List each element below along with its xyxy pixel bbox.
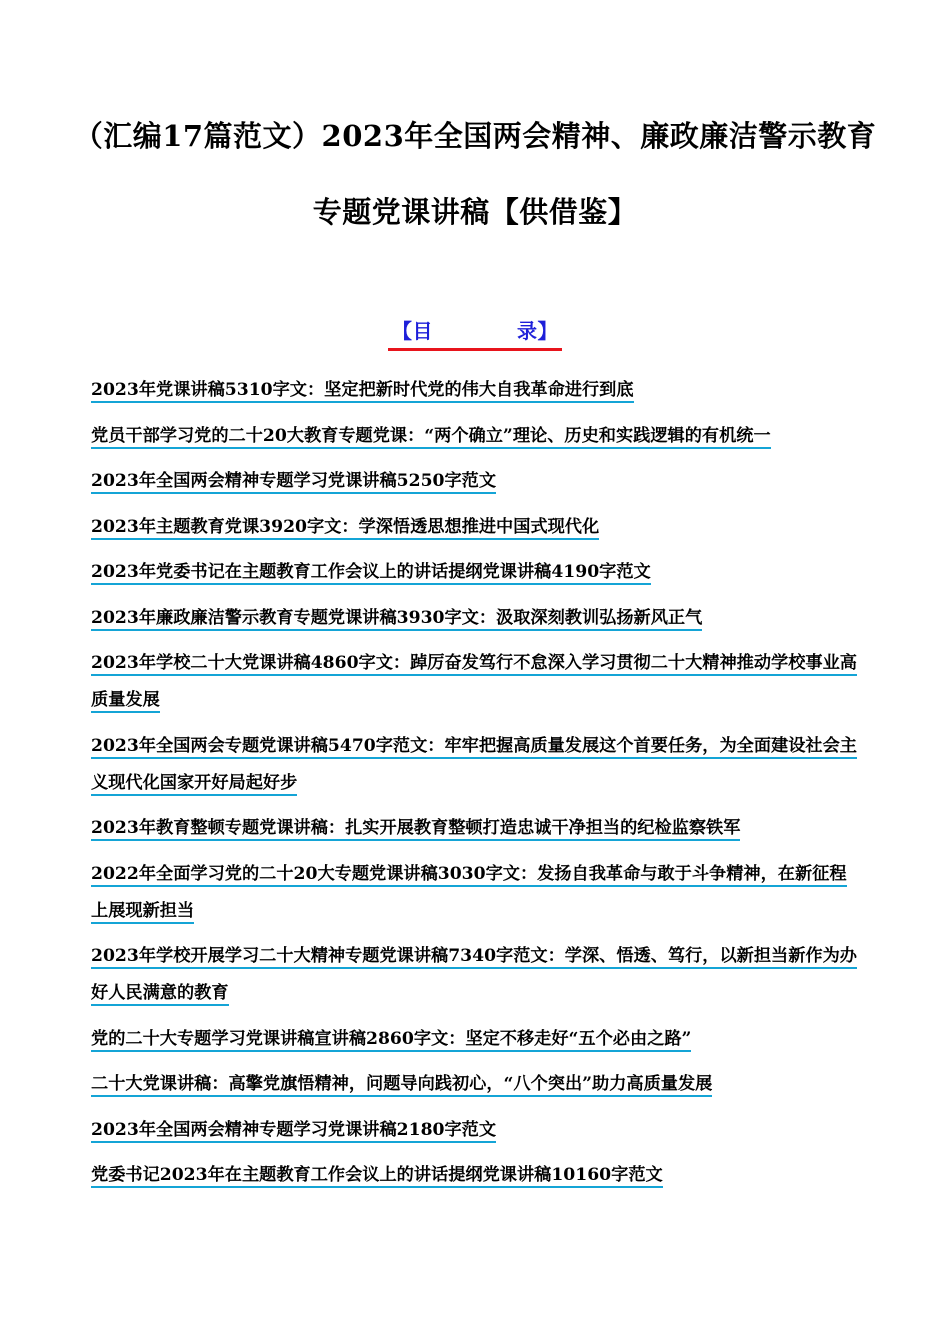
toc-item-link[interactable]: 党委书记2023年在主题教育工作会议上的讲话提纲党课讲稿10160字范文 xyxy=(91,1165,663,1188)
toc-item[interactable] xyxy=(91,463,862,500)
document-title-line-1: （汇编17篇范文）2023年全国两会精神、廉政廉洁警示教育 xyxy=(73,119,877,153)
toc-item[interactable] xyxy=(91,418,862,455)
toc-heading-right: 录】 xyxy=(517,319,558,343)
toc-item-link[interactable]: 2023年党课讲稿5310字文：坚定把新时代党的伟大自我革命进行到底 xyxy=(91,380,634,403)
toc-item[interactable] xyxy=(91,372,862,409)
toc-item-link[interactable]: 2023年全国两会精神专题学习党课讲稿2180字范文 xyxy=(91,1120,496,1143)
toc-item[interactable] xyxy=(91,645,862,719)
toc-item-link[interactable]: 2023年廉政廉洁警示教育专题党课讲稿3930字文：汲取深刻教训弘扬新风正气 xyxy=(91,608,702,631)
toc-item-link[interactable]: 党员干部学习党的二十20大教育专题党课：“两个确立”理论、历史和实践逻辑的有机统一 xyxy=(91,426,771,449)
toc-item-link[interactable]: 2023年党委书记在主题教育工作会议上的讲话提纲党课讲稿4190字范文 xyxy=(91,562,651,585)
toc-item-link[interactable]: 2022年全面学习党的二十20大专题党课讲稿3030字文：发扬自我革命与敢于斗争精神，在新征程上展现新担当 xyxy=(91,864,847,924)
toc-heading-left: 【目 xyxy=(392,319,433,343)
toc-heading-label xyxy=(388,316,562,351)
toc-item-link[interactable]: 2023年教育整顿专题党课讲稿：扎实开展教育整顿打造忠诚干净担当的纪检监察铁军 xyxy=(91,818,740,841)
document-title-line-2: 专题党课讲稿【供借鉴】 xyxy=(312,195,638,229)
table-of-contents xyxy=(91,372,862,1203)
toc-item-link[interactable]: 2023年主题教育党课3920字文：学深悟透思想推进中国式现代化 xyxy=(91,517,599,540)
toc-heading xyxy=(0,316,950,351)
toc-item[interactable] xyxy=(91,1157,862,1194)
toc-item[interactable] xyxy=(91,810,862,847)
toc-item[interactable] xyxy=(91,600,862,637)
toc-item-link[interactable]: 2023年学校开展学习二十大精神专题党课讲稿7340字范文：学深、悟透、笃行，以新担当新作为办好人民满意的教育 xyxy=(91,946,857,1006)
toc-item[interactable] xyxy=(91,728,862,802)
toc-item[interactable] xyxy=(91,509,862,546)
toc-item[interactable] xyxy=(91,856,862,930)
toc-item-link[interactable]: 党的二十大专题学习党课讲稿宣讲稿2860字文：坚定不移走好“五个必由之路” xyxy=(91,1029,691,1052)
toc-item-link[interactable]: 2023年学校二十大党课讲稿4860字文：踔厉奋发笃行不怠深入学习贯彻二十大精神推动学校事业高质量发展 xyxy=(91,653,857,713)
toc-item-link[interactable]: 2023年全国两会精神专题学习党课讲稿5250字范文 xyxy=(91,471,496,494)
toc-item[interactable] xyxy=(91,554,862,591)
toc-item[interactable] xyxy=(91,1021,862,1058)
toc-item[interactable] xyxy=(91,1112,862,1149)
toc-item[interactable] xyxy=(91,1066,862,1103)
toc-item[interactable] xyxy=(91,938,862,1012)
toc-item-link[interactable]: 二十大党课讲稿：高擎党旗悟精神，问题导向践初心，“八个突出”助力高质量发展 xyxy=(91,1074,712,1097)
toc-item-link[interactable]: 2023年全国两会专题党课讲稿5470字范文：牢牢把握高质量发展这个首要任务，为全面建设社会主义现代化国家开好局起好步 xyxy=(91,736,857,796)
